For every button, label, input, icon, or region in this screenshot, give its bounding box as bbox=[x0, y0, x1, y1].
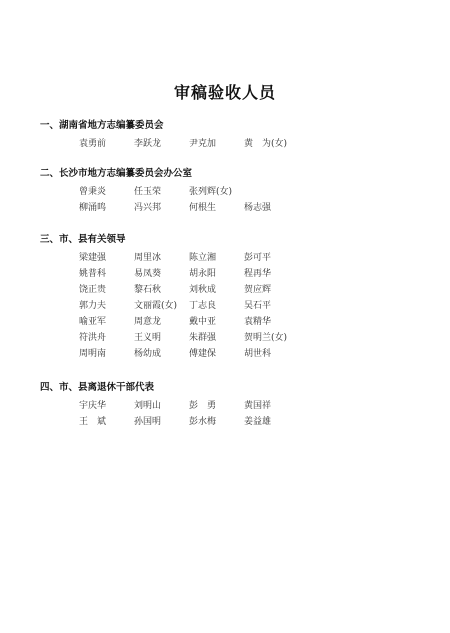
person-name: 尹克加 bbox=[189, 139, 217, 149]
person-name: 贺明兰(女) bbox=[244, 333, 288, 343]
name-row bbox=[79, 136, 420, 152]
person-name: 袁勇前 bbox=[79, 139, 107, 149]
name-row bbox=[79, 298, 420, 314]
name-row bbox=[79, 200, 420, 216]
person-name: 程再华 bbox=[244, 269, 272, 279]
person-name: 杨志强 bbox=[244, 203, 272, 213]
person-name: 朱群强 bbox=[189, 333, 217, 343]
name-row bbox=[79, 282, 420, 298]
name-row bbox=[79, 314, 420, 330]
person-name: 戴中亚 bbox=[189, 317, 217, 327]
person-name: 吴石平 bbox=[244, 301, 272, 311]
name-row bbox=[79, 414, 420, 430]
section-retired-cadres bbox=[40, 381, 420, 430]
person-name: 胡世科 bbox=[244, 349, 272, 359]
person-name: 姚普科 bbox=[79, 269, 107, 279]
name-row bbox=[79, 346, 420, 362]
person-name: 张列辉(女) bbox=[189, 187, 233, 197]
section-heading: 四、市、县离退休干部代表 bbox=[40, 382, 155, 393]
person-name: 彭可平 bbox=[244, 253, 272, 263]
person-name: 贺应辉 bbox=[244, 285, 272, 295]
person-name: 黄 为(女) bbox=[244, 139, 288, 149]
person-name: 饶正贵 bbox=[79, 285, 107, 295]
section-heading: 二、长沙市地方志编纂委员会办公室 bbox=[40, 168, 193, 179]
person-name: 刘明山 bbox=[134, 401, 162, 411]
person-name: 任玉荣 bbox=[134, 187, 162, 197]
person-name: 袁精华 bbox=[244, 317, 272, 327]
section-city-county-leaders bbox=[40, 233, 420, 362]
name-row bbox=[79, 184, 420, 200]
section-heading: 三、市、县有关领导 bbox=[40, 234, 126, 245]
person-name: 刘秋成 bbox=[189, 285, 217, 295]
person-name: 杨幼成 bbox=[134, 349, 162, 359]
person-name: 柳涌鸣 bbox=[79, 203, 107, 213]
person-name: 孙国明 bbox=[134, 417, 162, 427]
section-heading: 一、湖南省地方志编纂委员会 bbox=[40, 120, 164, 131]
person-name: 李跃龙 bbox=[134, 139, 162, 149]
person-name: 周明南 bbox=[79, 349, 107, 359]
section-provincial-committee bbox=[40, 119, 420, 152]
person-name: 彭水梅 bbox=[189, 417, 217, 427]
person-name: 周里冰 bbox=[134, 253, 162, 263]
name-row bbox=[79, 250, 420, 266]
person-name: 黎石秋 bbox=[134, 285, 162, 295]
name-row bbox=[79, 266, 420, 282]
person-name: 郭力夫 bbox=[79, 301, 107, 311]
person-name: 梁建强 bbox=[79, 253, 107, 263]
person-name: 傅建保 bbox=[189, 349, 217, 359]
person-name: 丁志良 bbox=[189, 301, 217, 311]
person-name: 易凤葵 bbox=[134, 269, 162, 279]
person-name: 曾秉炎 bbox=[79, 187, 107, 197]
person-name: 彭 勇 bbox=[189, 401, 217, 411]
person-name: 喻亚军 bbox=[79, 317, 107, 327]
person-name: 王义明 bbox=[134, 333, 162, 343]
person-name: 符洪舟 bbox=[79, 333, 107, 343]
person-name: 宇庆华 bbox=[79, 401, 107, 411]
person-name: 何根生 bbox=[189, 203, 217, 213]
name-row bbox=[79, 330, 420, 346]
person-name: 周意龙 bbox=[134, 317, 162, 327]
section-city-office bbox=[40, 167, 420, 216]
person-name: 陈立湘 bbox=[189, 253, 217, 263]
page-title: 审稿验收人员 bbox=[173, 83, 276, 102]
person-name: 冯兴邦 bbox=[134, 203, 162, 213]
person-name: 黄国祥 bbox=[244, 401, 272, 411]
person-name: 文丽霞(女) bbox=[134, 301, 178, 311]
person-name: 胡永阳 bbox=[189, 269, 217, 279]
person-name: 姜益雄 bbox=[244, 417, 272, 427]
person-name: 王 斌 bbox=[79, 417, 107, 427]
name-row bbox=[79, 398, 420, 414]
